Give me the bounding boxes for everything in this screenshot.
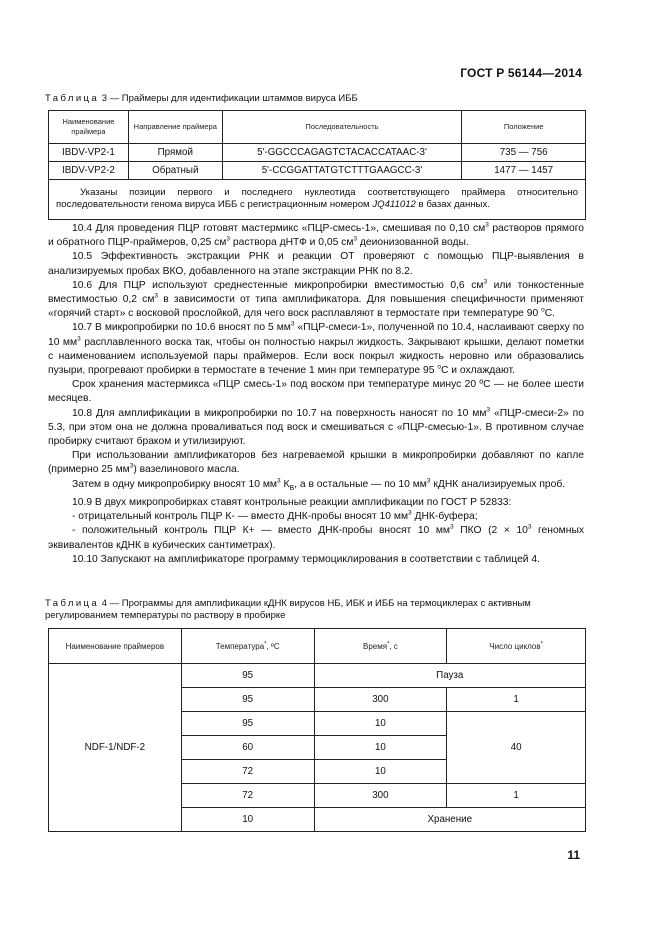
- table4-pause-cell: Пауза: [314, 664, 585, 688]
- table4-cell: 95: [181, 688, 314, 712]
- table3-cell: Обратный: [128, 162, 222, 180]
- paragraph-amplifier: При использовании амплификаторов без нагреваемой крышки в микропробирки добавляют по капле (примерно 25 $мм^3$) вазелинового масла.: [48, 450, 584, 476]
- table4-header-cell: Наименование праймеров: [49, 629, 182, 664]
- table3-caption-label: Таблица: [45, 93, 100, 104]
- table4-cell: 10: [181, 808, 314, 832]
- table4-cell: 72: [181, 760, 314, 784]
- table3-cell: IBDV-VP2-2: [49, 162, 129, 180]
- table4-cell: 300: [314, 784, 447, 808]
- table3-cell: 1477 — 1457: [462, 162, 586, 180]
- table4-cell: 10: [314, 712, 447, 736]
- document-header: ГОСТ Р 56144—2014: [460, 66, 582, 80]
- paragraph-positive-control: - положительный контроль ПЦР К+ — вместо ДНК-пробы вносят 10 $мм^3$ ПКО ($2 \times 10^3$ геномных эквивалентов кДНК в кубических сантиметрах).: [48, 523, 585, 551]
- table-row: [49, 162, 586, 180]
- table4-header-cell: Число циклов*: [447, 629, 586, 664]
- table4-caption-text: 4 — Программы для амплификации кДНК вирусов НБ, ИБК и ИББ на термоциклерах с активным регулированием температуры по раствору в пробирке: [45, 598, 531, 621]
- paragraph-10-9: 10.9 В двух микропробирках ставят контрольные реакции амплификации по ГОСТ Р 52833:: [72, 496, 512, 508]
- table3-cell: 5'-GGCCCAGAGTCTACACCATAAC-3': [222, 144, 462, 162]
- table3-note-tail: в базах данных.: [415, 199, 490, 210]
- paragraph-negative-control: - отрицательный контроль ПЦР К- — вместо ДНК-пробы вносят 10 $мм^3$ ДНК-буфера;: [72, 509, 478, 523]
- page-number: 11: [567, 848, 580, 862]
- paragraph-10-8: 10.8 Для амплификации в микропробирки по 10.7 на поверхность наносят по 10 $мм^3$ «ПЦР-смеси-2» по 5.3, при этом она не должна проваливаться под воск и смешиваться с «ПЦР-смесью-1». В противном случае пробирку считают браком и утилизируют.: [48, 406, 584, 448]
- table3-header-cell: Положение: [462, 111, 586, 144]
- table3-header-cell: Наименование праймера: [49, 111, 129, 144]
- table3-header-cell: Последовательность: [222, 111, 462, 144]
- table3-caption: [45, 93, 358, 105]
- table4: [48, 628, 586, 832]
- table4-cell: 95: [181, 664, 314, 688]
- table-row: [49, 664, 586, 688]
- table3-cell: Прямой: [128, 144, 222, 162]
- table3-note-row: [49, 180, 586, 220]
- table4-cell: 72: [181, 784, 314, 808]
- table4-cell: 10: [314, 736, 447, 760]
- table4-cell: 95: [181, 712, 314, 736]
- table4-cell: 300: [314, 688, 447, 712]
- paragraph-10-6: 10.6 Для ПЦР используют среднестенные микропробирки вместимостью 0,6 $см^3$ или тонкостенные вместимостью 0,2 $см^3$ в зависимости от типа амплификатора. Для повышения специфичности применяют «горячий старт» с восковой прослойкой, для чего воск расплавляют в термостате при температуре 90 $^о$С.: [48, 278, 584, 320]
- table3-note-text: Указаны позиции первого и последнего нуклеотида соответствующего праймера относительно последовательности генома вируса ИББ с регистрационным номером: [56, 186, 578, 210]
- table4-caption-label: Таблица: [45, 598, 100, 609]
- paragraph-10-10: 10.10 Запускают на амплификаторе программу термоциклирования в соответствии с таблицей 4.: [72, 553, 541, 565]
- table4-header-cell: Время*, с: [314, 629, 447, 664]
- paragraph-10-4: 10.4 Для проведения ПЦР готовят мастермикс «ПЦР-смесь-1», смешивая по 0,10 $см^3$ растворов прямого и обратного ПЦР-праймеров, 0,25 $см^3$ раствора дНТФ и 0,05 $см^3$ деионизованной воды.: [48, 221, 584, 249]
- table3-caption-text: 3 — Праймеры для идентификации штаммов вируса ИББ: [99, 93, 358, 104]
- table4-cell: 1: [447, 688, 586, 712]
- paragraph-10-7: 10.7 В микропробирки по 10.6 вносят по 5 $мм^3$ «ПЦР-смеси-1», полученной по 10.4, наслаивают сверху по 10 $мм^3$ расплавленного воска так, чтобы он полностью накрыл жидкость. Закрывают крышки, делают пометки с наименованием используемой пары праймеров. Если воск покрыл жидкость неровно или образовались пузыри, прогревают пробирки в термостате в течение 1 мин при температуре 95 $^о$С и охлаждают.: [48, 321, 584, 377]
- table3-cell: 735 — 756: [462, 144, 586, 162]
- table3-header-cell: Направление праймера: [128, 111, 222, 144]
- paragraph-storage: Срок хранения мастермикса «ПЦР смесь-1» под воском при температуре минус 20 ºС — не более шести месяцев.: [48, 379, 584, 405]
- table3-note: [49, 180, 586, 220]
- table-row: [49, 144, 586, 162]
- paragraph-10-5: 10.5 Эффективность экстракции РНК и реакции ОТ проверяют с помощью ПЦР-выявления в анализируемых пробах ВКО, добавленного на этапе экстракции РНК по 8.2.: [48, 251, 584, 277]
- table3-cell: 5'-CCGGATTATGTCTTTGAAGCC-3': [222, 162, 462, 180]
- table4-cell: 60: [181, 736, 314, 760]
- body-text: [48, 222, 584, 567]
- table4-caption: [45, 598, 585, 622]
- table3: [48, 110, 586, 220]
- table3-header-row: [49, 111, 586, 144]
- table4-header-row: [49, 629, 586, 664]
- table4-primer-cell: NDF-1/NDF-2: [49, 664, 182, 832]
- table4-header-cell: Температура*, ºС: [181, 629, 314, 664]
- table4-cell: 1: [447, 784, 586, 808]
- table4-cell: 40: [447, 712, 586, 784]
- table4-cell: 10: [314, 760, 447, 784]
- table3-cell: IBDV-VP2-1: [49, 144, 129, 162]
- table3-note-accession: JQ411012: [372, 199, 416, 210]
- paragraph-then: Затем в одну микропробирку вносят 10 $мм^3$ $К_В$, а в остальные — по 10 $мм^3$ кДНК анализируемых проб.: [72, 477, 566, 492]
- table4-storage-cell: Хранение: [314, 808, 585, 832]
